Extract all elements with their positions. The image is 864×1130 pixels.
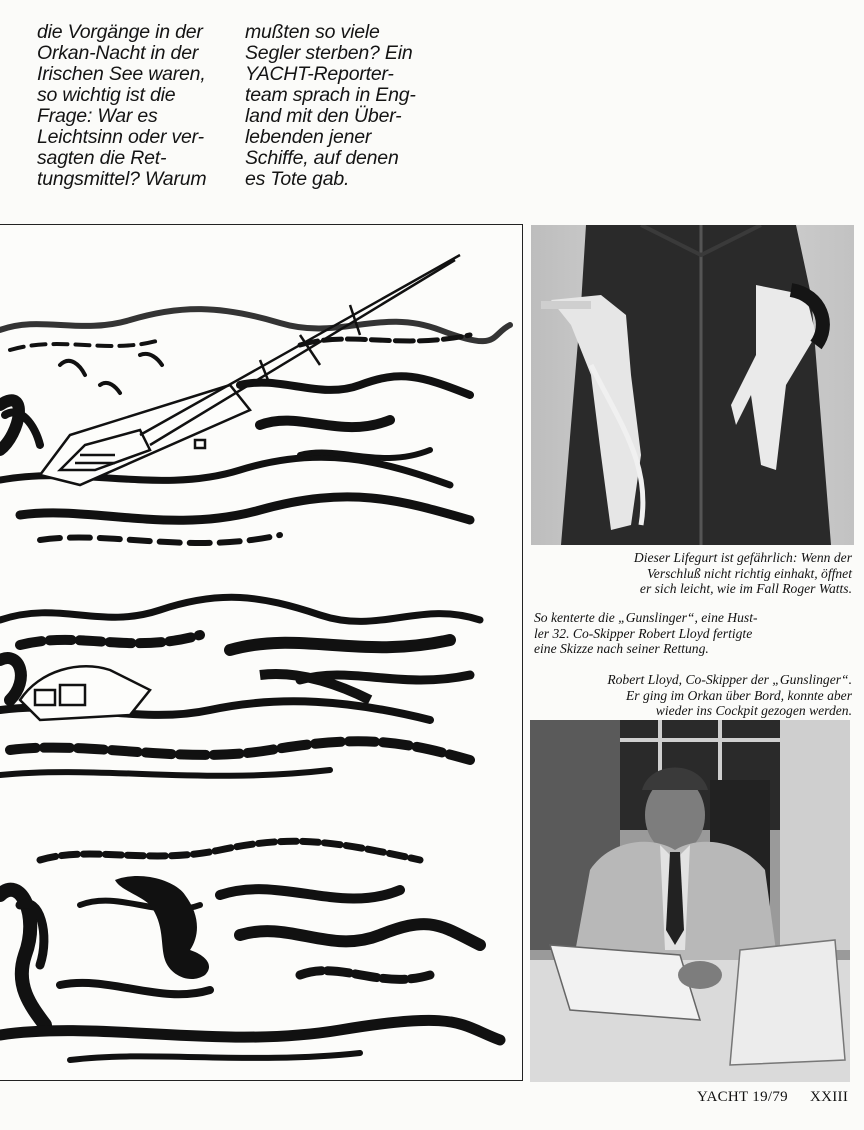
sketch-yacht-capsized (0, 590, 520, 790)
sketch-hull-inverted (0, 835, 520, 1065)
intro-text-left: die Vorgänge in der Orkan-Nacht in der Irischen See waren, so wichtig ist die Frage: War es Leichtsinn oder ver- sagten die Ret- tungsmittel? Warum (37, 21, 207, 190)
robert-lloyd-photo (530, 720, 850, 1082)
caption-gunslinger-sketch: So kenterte die „Gunslinger“, eine Hust- ler 32. Co-Skipper Robert Lloyd fertigte eine Skizze nach seiner Rettung. (534, 610, 758, 656)
lifebelt-photo (531, 225, 854, 545)
intro-text-right: mußten so viele Segler sterben? Ein YACHT-Reporter- team sprach in Eng- land mit den Über- lebenden jener Schiffe, auf denen es Tote gab. (245, 21, 416, 190)
caption-lifebelt: Dieser Lifegurt ist gefährlich: Wenn der Verschluß nicht richtig einhakt, öffnet er sich leicht, wie im Fall Roger Watts. (633, 550, 852, 596)
caption-robert-lloyd: Robert Lloyd, Co-Skipper der „Gunslinger“. Er ging im Orkan über Bord, konnte aber wieder ins Cockpit gezogen werden. (607, 672, 852, 718)
footer-issue: YACHT 19/79 (697, 1089, 788, 1105)
footer-page-number: XXIII (810, 1089, 849, 1105)
sketch-yacht-knockdown (0, 235, 520, 565)
capsize-sketch-frame (0, 224, 523, 1081)
